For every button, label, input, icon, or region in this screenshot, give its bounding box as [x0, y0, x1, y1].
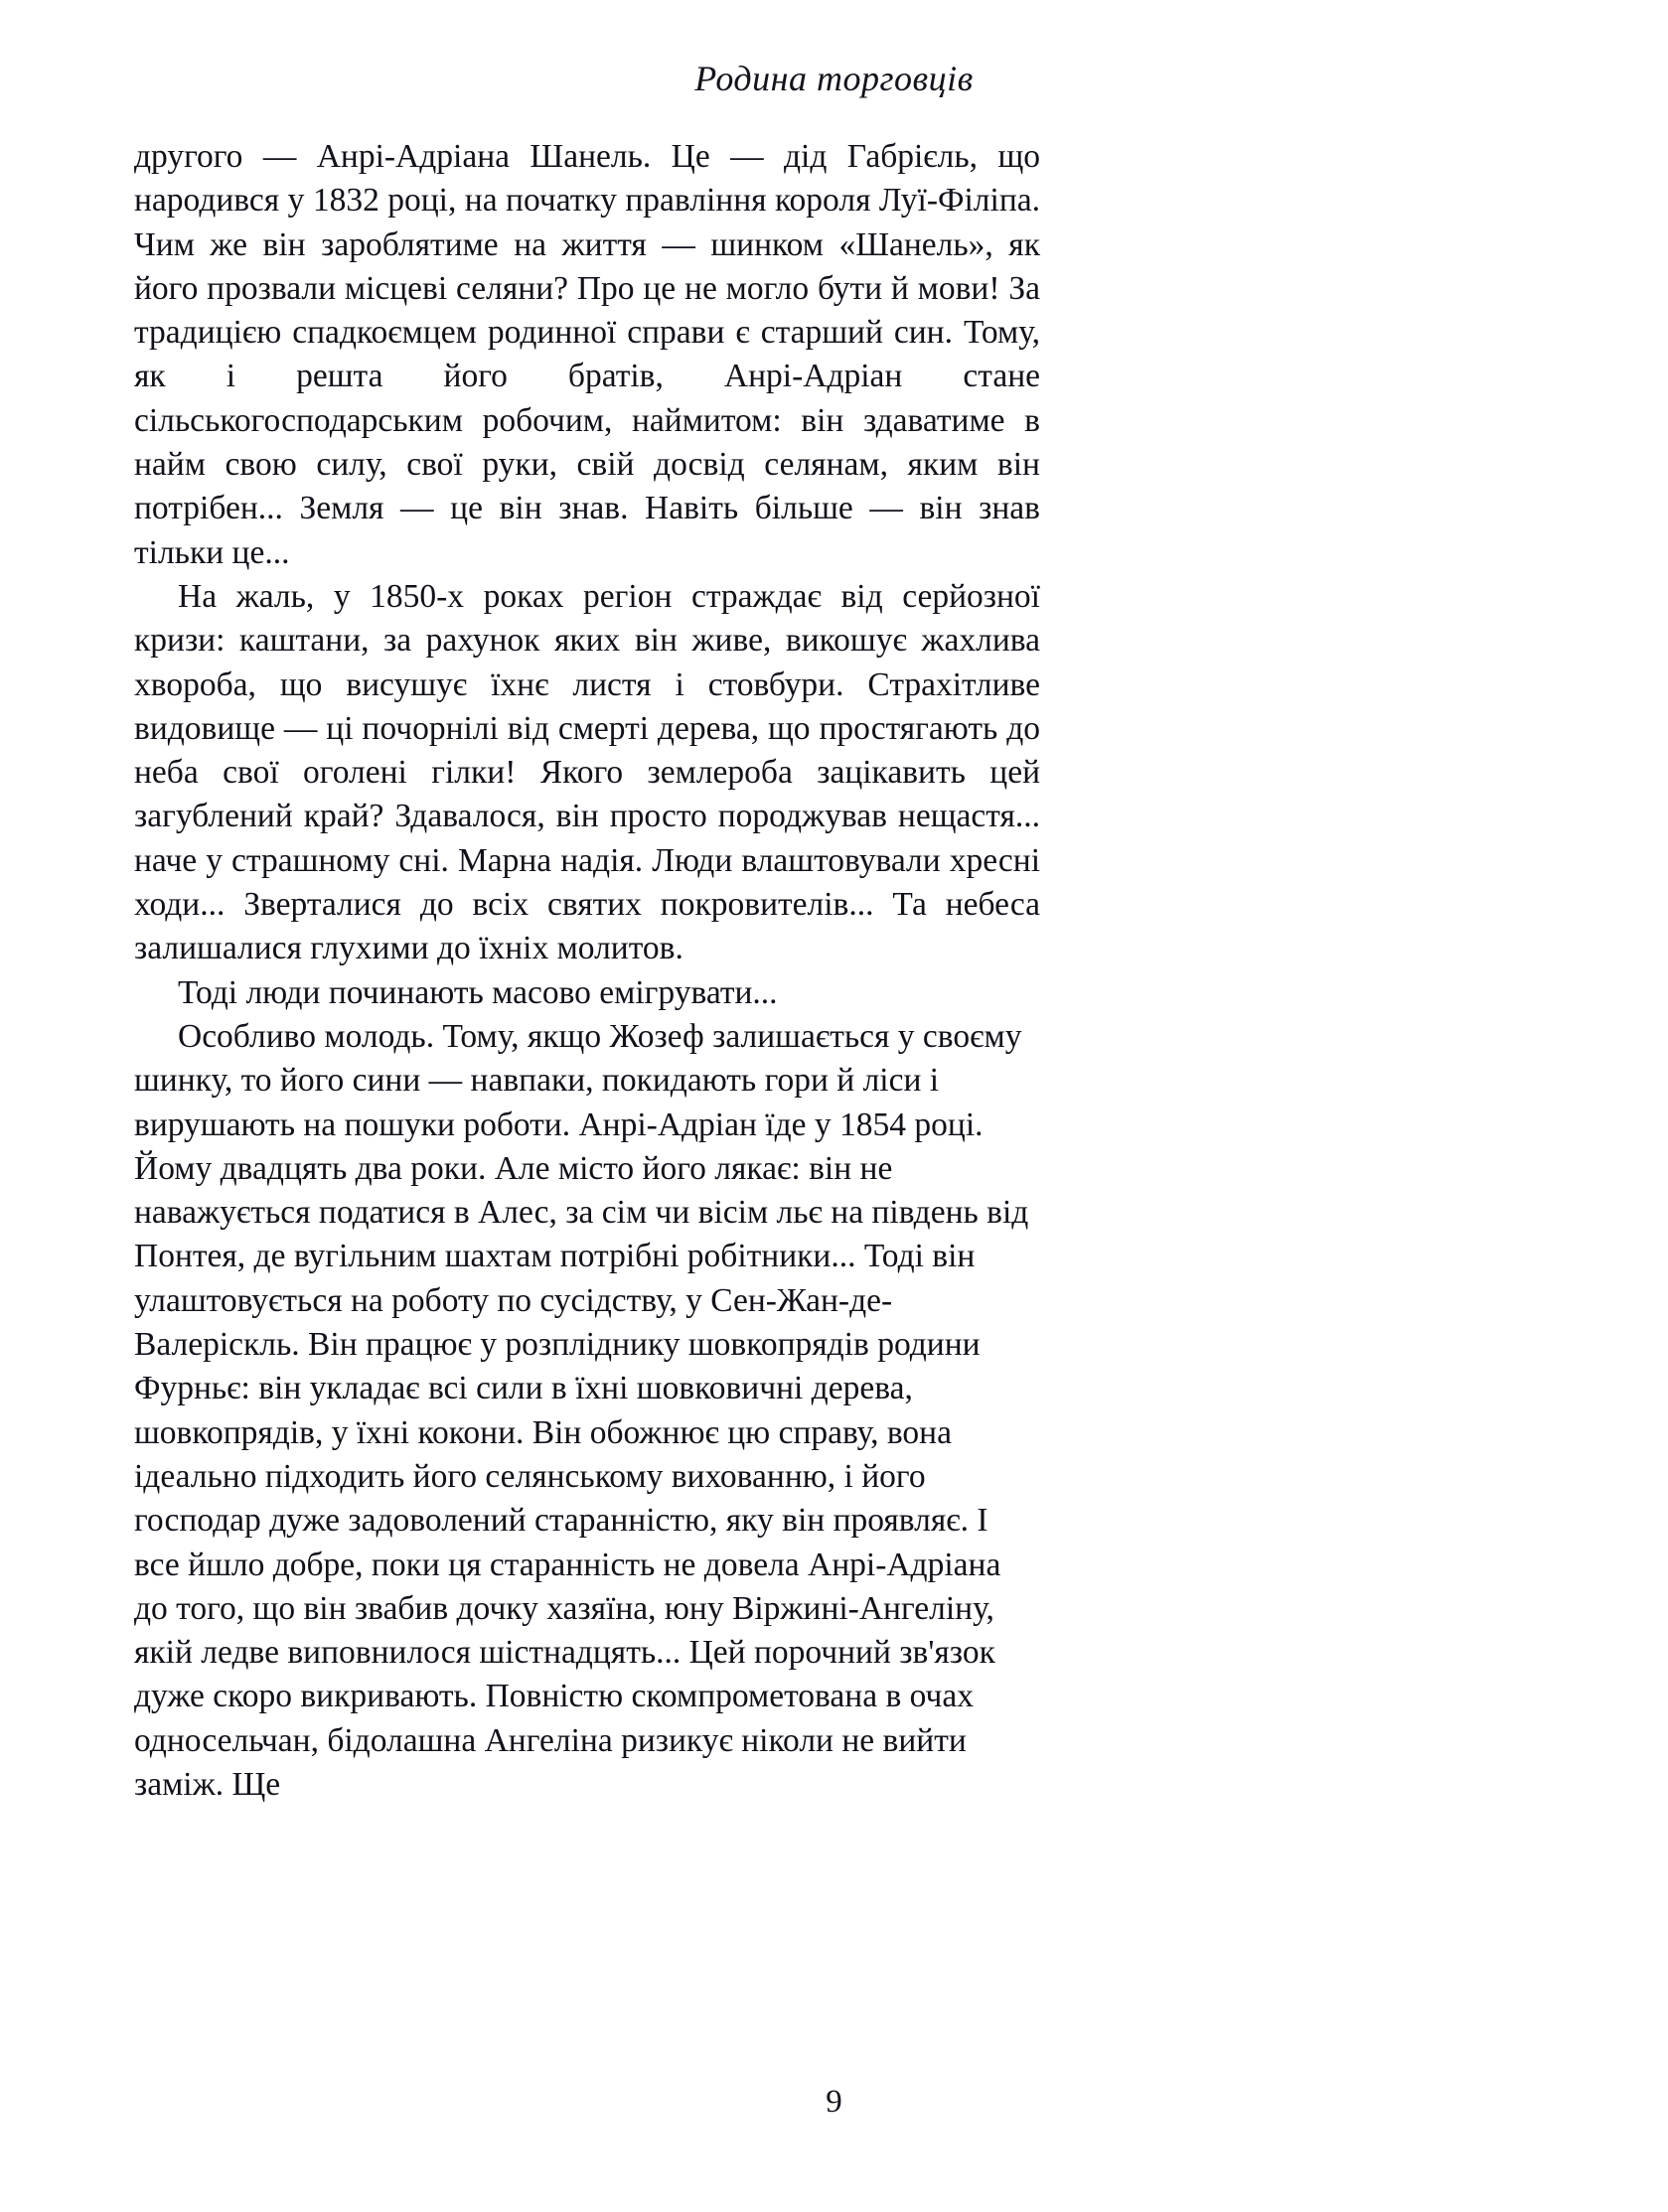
paragraph: На жаль, у 1850-х роках регіон страждає від серйозної кризи: каштани, за рахунок яких він живе, викошує жахлива хвороба, що висушує їхнє листя і стовбури. Страхітливе видовище — ці почорнілі від смерті дерева, що простягають до неба свої оголені гілки! Якого землероба зацікавить цей загублений край? Здавалося, він просто породжував нещастя... наче у страшному сні. Марна надія. Люди влаштовували хресні ходи... Зверталися до всіх святих покровителів... Та небеса залишалися глухими до їхніх молитов.	[134, 577, 1040, 967]
page-number: 9	[826, 2084, 842, 2120]
running-head: Родина торговців	[694, 59, 974, 98]
paragraph: другого — Анрі-Адріана Шанель. Це — дід Габрієль, що народився у 1832 році, на початку правління короля Луї-Філіпа. Чим же він зароблятиме на життя — шинком «Шанель», як його прозвали місцеві селяни? Про це не могло бути й мови! За традицією спадкоємцем родинної справи є старший син. Тому, як і решта його братів, Анрі-Адріан стане сільськогосподарським робочим, наймитом: він здаватиме в найм свою силу, свої руки, свій досвід селянам, яким він потрібен... Земля — це він знав. Навіть більше — він знав тільки це...	[134, 138, 1040, 571]
paragraph: Тоді люди починають масово емігрувати...	[178, 973, 778, 1011]
paragraph: Особливо молодь. Тому, якщо Жозеф залишається у своєму шинку, то його сини — навпаки, покидають гори й ліси і вирушають на пошуки роботи. Анрі-Адріан їде у 1854 році. Йому двадцять два роки. Але місто його лякає: він не наважується податися в Алес, за сім чи вісім льє на південь від Понтея, де вугільним шахтам потрібні робітники... Тоді він улаштовується на роботу по сусідству, у Сен-Жан-де-Валеріскль. Він працює у розпліднику шовкопрядів родини Фурньє: він укладає всі сили в їхні шовковичні дерева, шовкопрядів, у їхні кокони. Він обожнює цю справу, вона ідеально підходить його селянському вихованню, і його господар дуже задоволений старанністю, яку він проявляє. І все йшло добре, поки ця старанність не довела Анрі-Адріана до того, що він звабив дочку хазяїна, юну Віржині-Ангеліну, якій ледве виповнилося шістнадцять... Цей порочний зв'язок дуже скоро викривають. Повністю скомпрометована в очах односельчан, бідолашна Ангеліна ризикує ніколи не вийти заміж. Ще	[134, 1017, 1029, 1803]
body-text-block	[134, 135, 1040, 1807]
